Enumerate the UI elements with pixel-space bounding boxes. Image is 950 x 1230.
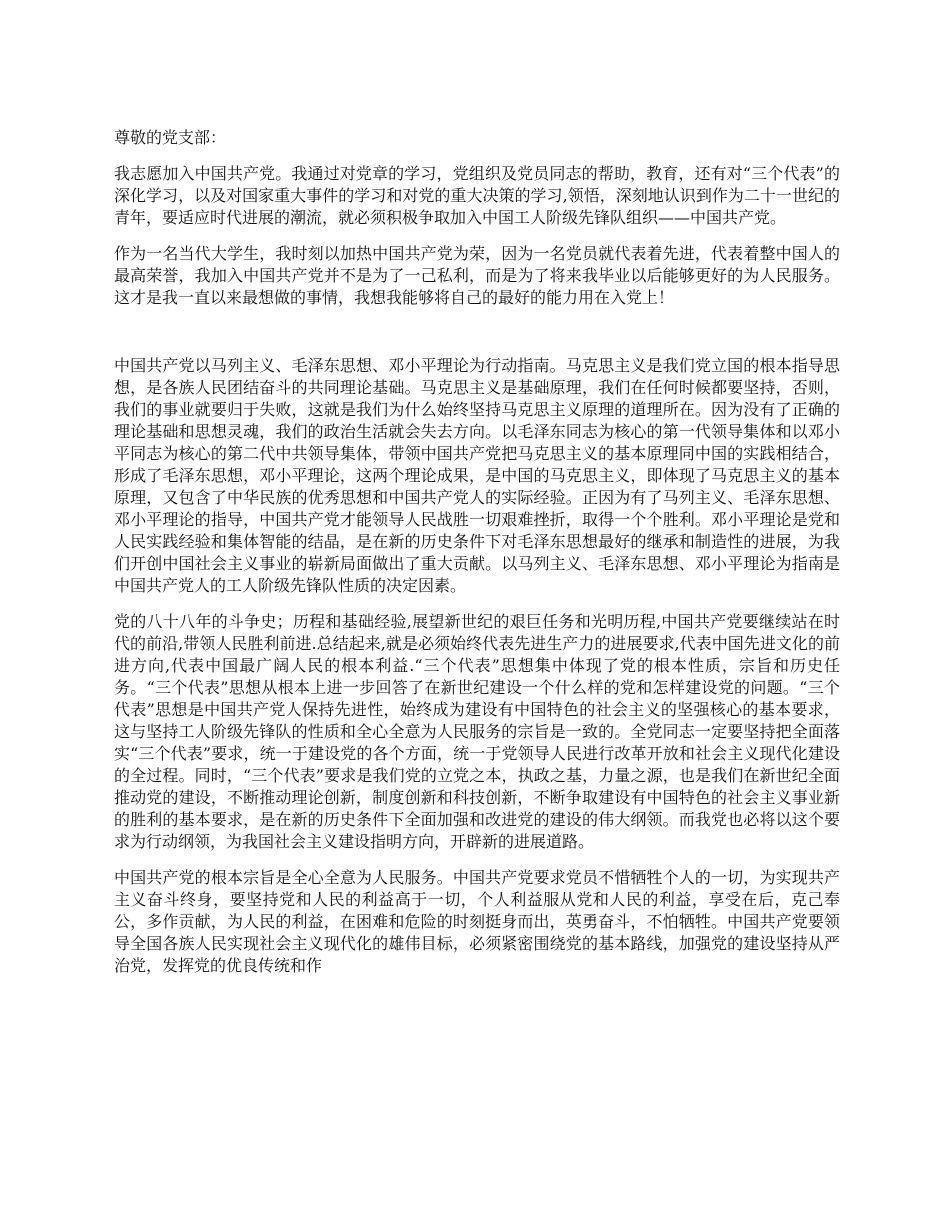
paragraph-1: 我志愿加入中国共产党。我通过对党章的学习，党组织及党员同志的帮助，教育，还有对“三个代表”的深化学习，以及对国家重大事件的学习和对党的重大决策的学习,领悟，深刻地认识到作为二十一世纪的青年，要适应时代进展的潮流，就必须积极争取加入中国工人阶级先锋队组织——中国共产党。 xyxy=(114,164,840,227)
document-page xyxy=(114,127,840,991)
paragraph-3: 中国共产党以马列主义、毛泽东思想、邓小平理论为行动指南。马克思主义是我们党立国的根本指导思想，是各族人民团结奋斗的共同理论基础。马克思主义是基础原理，我们在任何时候都要坚持，否则，我们的事业就要归于失败，这就是我们为什么始终坚持马克思主义原理的道理所在。因为没有了正确的理论基础和思想灵魂，我们的政治生活就会失去方向。以毛泽东同志为核心的第一代领导集体和以邓小平同志为核心的第二代中共领导集体，带领中国共产党把马克思主义的基本原理同中国的实践相结合，形成了毛泽东思想，邓小平理论，这两个理论成果，是中国的马克思主义，即体现了马克思主义的基本原理，又包含了中华民族的优秀思想和中国共产党人的实际经验。正因为有了马列主义、毛泽东思想、邓小平理论的指导，中国共产党才能领导人民战胜一切艰难挫折，取得一个个胜利。邓小平理论是党和人民实践经验和集体智能的结晶，是在新的历史条件下对毛泽东思想最好的继承和制造性的进展，为我们开创中国社会主义事业的崭新局面做出了重大贡献。以马列主义、毛泽东思想、邓小平理论为指南是中国共产党人的工人阶级先锋队性质的决定因素。 xyxy=(114,356,840,595)
salutation: 尊敬的党支部： xyxy=(114,128,227,147)
paragraph-2: 作为一名当代大学生，我时刻以加热中国共产党为荣，因为一名党员就代表着先进，代表着整中国人的最高荣誉，我加入中国共产党并不是为了一己私利，而是为了将来我毕业以后能够更好的为人民服务。这才是我一直以来最想做的事情，我想我能够将自己的最好的能力用在入党上！ xyxy=(114,244,840,307)
paragraph-5: 中国共产党的根本宗旨是全心全意为人民服务。中国共产党要求党员不惜牺牲个人的一切，为实现共产主义奋斗终身，要坚持党和人民的利益高于一切，个人利益服从党和人民的利益，享受在后，克己奉公，多作贡献，为人民的利益，在困难和危险的时刻挺身而出，英勇奋斗，不怕牺牲。中国共产党要领导全国各族人民实现社会主义现代化的雄伟目标，必须紧密围绕党的基本路线，加强党的建设坚持从严治党，发挥党的优良传统和作 xyxy=(114,868,840,975)
paragraph-4: 党的八十八年的斗争史；历程和基础经验,展望新世纪的艰巨任务和光明历程,中国共产党要继续站在时代的前沿,带领人民胜利前进.总结起来,就是必须始终代表先进生产力的进展要求,代表中国先进文化的前进方向,代表中国最广阔人民的根本利益.“三个代表”思想集中体现了党的根本性质，宗旨和历史任务。“三个代表”思想从根本上进一步回答了在新世纪建设一个什么样的党和怎样建设党的问题。“三个代表”思想是中国共产党人保持先进性，始终成为建设有中国特色的社会主义的坚强核心的基本要求，这与坚持工人阶级先锋队的性质和全心全意为人民服务的宗旨是一致的。全党同志一定要坚持把全面落实“三个代表”要求，统一于建设党的各个方面，统一于党领导人民进行改革开放和社会主义现代化建设的全过程。同时，“三个代表”要求是我们党的立党之本，执政之基，力量之源，也是我们在新世纪全面推动党的建设，不断推动理论创新，制度创新和科技创新，不断争取建设有中国特色的社会主义事业新的胜利的基本要求，是在新的历史条件下全面加强和改进党的建设的伟大纲领。而我党也必将以这个要求为行动纲领，为我国社会主义建设指明方向，开辟新的进展道路。 xyxy=(114,612,840,851)
section-gap xyxy=(114,323,840,355)
